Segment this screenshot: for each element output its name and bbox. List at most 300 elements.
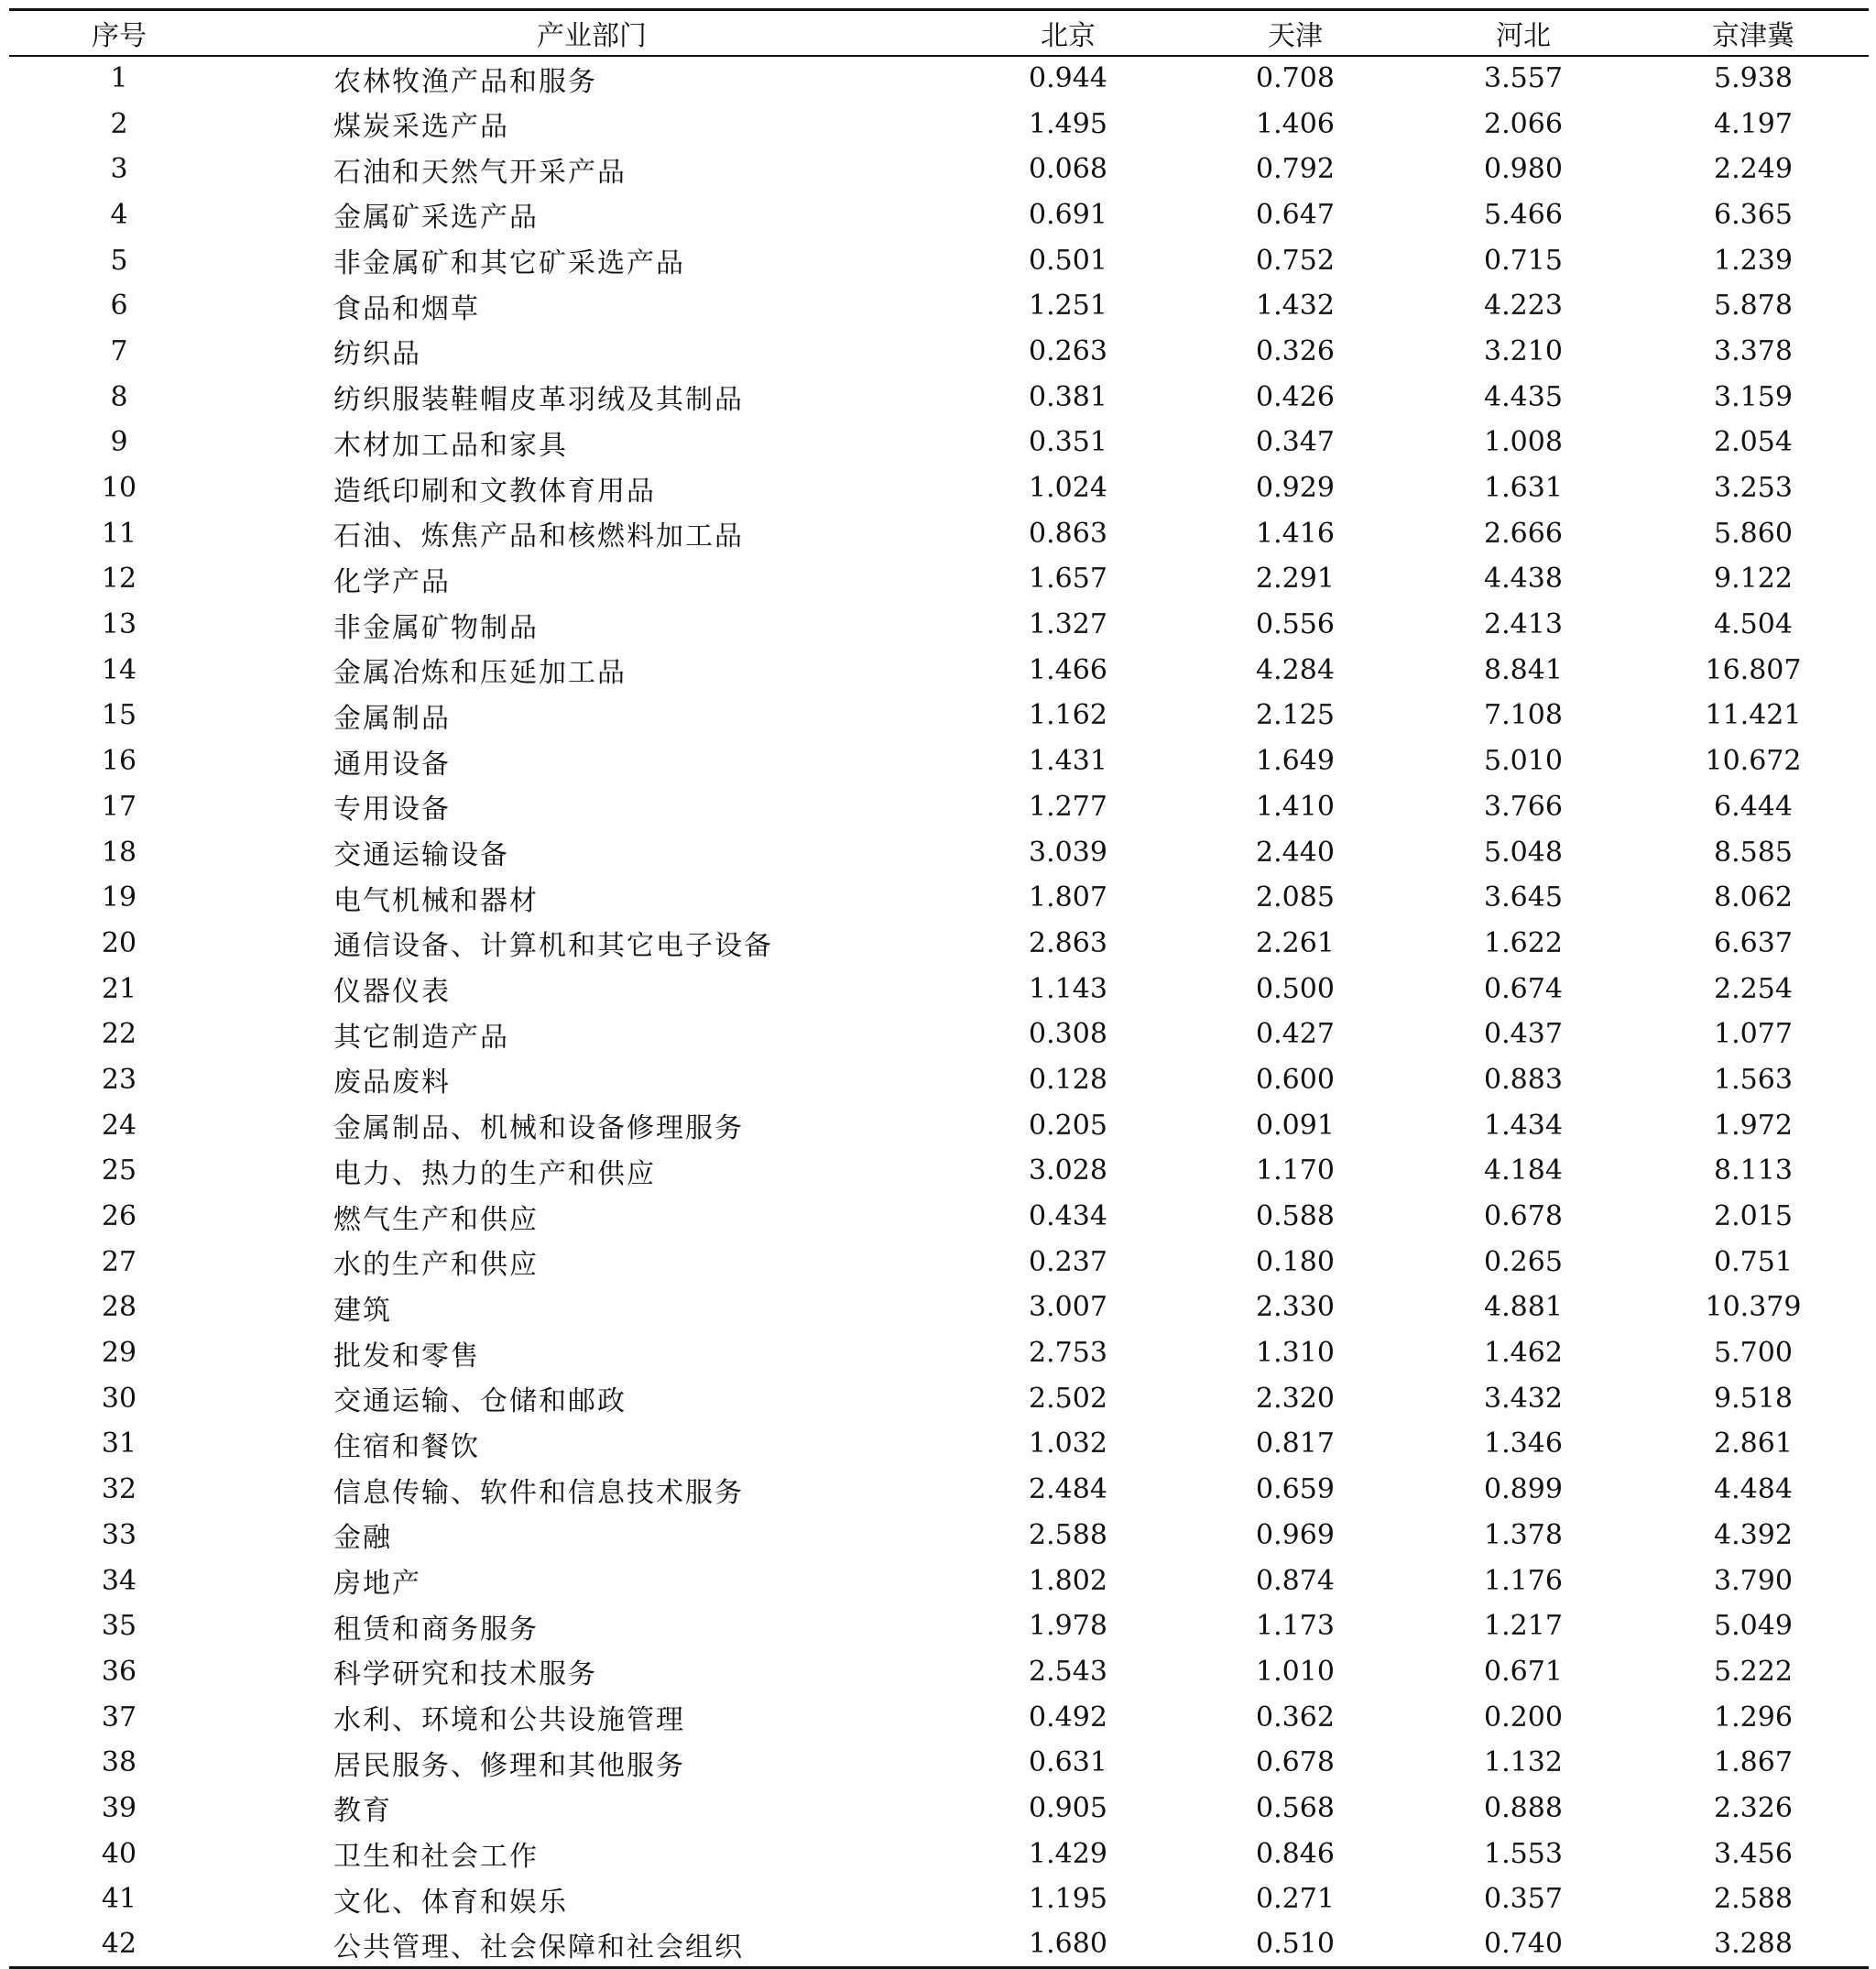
cell-sector: 纺织服装鞋帽皮革羽绒及其制品: [333, 384, 744, 417]
header-tianjin: 天津: [1182, 10, 1409, 56]
table-row: [9, 420, 1869, 465]
cell-jingjinji: 16.807: [1705, 653, 1802, 686]
cell-tianjin: 0.347: [1256, 426, 1335, 459]
table-row: [9, 829, 1869, 875]
cell-jingjinji: 1.239: [1714, 244, 1793, 277]
cell-jingjinji: 5.700: [1714, 1337, 1793, 1370]
cell-tianjin: 4.284: [1256, 653, 1335, 686]
cell-hebei: 0.357: [1484, 1883, 1563, 1916]
cell-jingjinji: 0.751: [1714, 1245, 1793, 1278]
table-row: [9, 1558, 1869, 1603]
cell-index: 18: [101, 836, 137, 869]
table-row: [9, 374, 1869, 420]
table-row: [9, 1421, 1869, 1467]
cell-tianjin: 0.500: [1256, 972, 1335, 1005]
cell-index: 22: [101, 1018, 137, 1051]
cell-hebei: 1.378: [1484, 1518, 1563, 1551]
cell-sector: 水利、环境和公共设施管理: [333, 1704, 685, 1737]
cell-tianjin: 0.752: [1256, 244, 1335, 277]
cell-sector: 科学研究和技术服务: [333, 1658, 597, 1691]
cell-jingjinji: 2.254: [1714, 972, 1793, 1005]
table-row: [9, 283, 1869, 329]
cell-sector: 水的生产和供应: [333, 1249, 539, 1282]
cell-jingjinji: 5.860: [1714, 517, 1793, 550]
cell-sector: 租赁和商务服务: [333, 1613, 539, 1646]
cell-index: 25: [101, 1154, 137, 1187]
cell-jingjinji: 2.326: [1714, 1791, 1793, 1824]
cell-index: 30: [101, 1382, 137, 1415]
cell-beijing: 2.543: [1029, 1655, 1107, 1688]
cell-jingjinji: 3.456: [1714, 1837, 1793, 1870]
table-row: [9, 1694, 1869, 1740]
cell-hebei: 5.010: [1484, 745, 1563, 778]
cell-tianjin: 0.708: [1256, 62, 1335, 95]
cell-sector: 居民服务、修理和其他服务: [333, 1749, 685, 1782]
cell-hebei: 0.715: [1484, 244, 1563, 277]
cell-hebei: 0.740: [1409, 1922, 1638, 1968]
header-hebei: 河北: [1409, 10, 1638, 56]
data-table: [9, 8, 1869, 1969]
cell-beijing: 1.162: [1029, 699, 1107, 732]
cell-jingjinji: 5.878: [1714, 290, 1793, 323]
cell-beijing: 0.308: [1029, 1018, 1107, 1051]
cell-beijing: 0.068: [1029, 153, 1107, 186]
cell-hebei: 3.432: [1484, 1382, 1563, 1415]
table-row: [9, 1922, 1869, 1968]
cell-sector: 建筑: [333, 1294, 392, 1327]
cell-jingjinji: 8.062: [1714, 881, 1793, 914]
table-row: [9, 101, 1869, 147]
cell-beijing: 2.502: [1029, 1382, 1107, 1415]
cell-beijing: 1.429: [1029, 1837, 1107, 1870]
cell-jingjinji: 5.222: [1714, 1655, 1793, 1688]
table-row: [9, 56, 1869, 102]
cell-beijing: 1.680: [954, 1922, 1182, 1968]
cell-beijing: 0.863: [1029, 517, 1107, 550]
cell-hebei: 1.132: [1484, 1746, 1563, 1779]
cell-jingjinji: 5.938: [1714, 62, 1793, 95]
cell-beijing: 1.032: [1029, 1428, 1107, 1460]
cell-beijing: 1.657: [1029, 563, 1107, 596]
cell-index: 15: [101, 699, 137, 732]
cell-sector: 废品废料: [333, 1067, 451, 1099]
cell-sector: 批发和零售: [333, 1340, 480, 1373]
cell-tianjin: 0.091: [1256, 1109, 1335, 1142]
cell-sector: 教育: [333, 1795, 392, 1828]
cell-jingjinji: 5.049: [1714, 1610, 1793, 1643]
table-row: [9, 1876, 1869, 1922]
cell-hebei: 1.622: [1484, 926, 1563, 959]
cell-index: 38: [101, 1746, 137, 1779]
cell-tianjin: 0.792: [1256, 153, 1335, 186]
cell-beijing: 0.381: [1029, 380, 1107, 413]
cell-tianjin: 0.874: [1256, 1564, 1335, 1597]
cell-tianjin: 0.659: [1256, 1473, 1335, 1506]
cell-hebei: 4.223: [1484, 290, 1563, 323]
cell-tianjin: 1.649: [1256, 745, 1335, 778]
table-body: [9, 56, 1869, 1968]
table-row: [9, 1603, 1869, 1649]
cell-hebei: 1.553: [1484, 1837, 1563, 1870]
cell-hebei: 3.210: [1484, 334, 1563, 367]
cell-beijing: 1.277: [1029, 790, 1107, 823]
cell-sector: 信息传输、软件和信息技术服务: [333, 1476, 744, 1509]
cell-index: 21: [101, 972, 137, 1005]
cell-tianjin: 0.180: [1256, 1245, 1335, 1278]
cell-tianjin: 1.410: [1256, 790, 1335, 823]
cell-hebei: 4.881: [1484, 1291, 1563, 1324]
cell-tianjin: 1.406: [1256, 107, 1335, 140]
table-row: [9, 1285, 1869, 1330]
cell-tianjin: 0.556: [1256, 608, 1335, 641]
cell-beijing: 3.007: [1029, 1291, 1107, 1324]
cell-sector: 仪器仪表: [333, 976, 451, 1009]
cell-jingjinji: 3.253: [1714, 472, 1793, 505]
cell-jingjinji: 4.504: [1714, 608, 1793, 641]
cell-sector: 交通运输设备: [333, 839, 509, 872]
cell-index: 12: [101, 563, 137, 596]
cell-beijing: 1.327: [1029, 608, 1107, 641]
cell-hebei: 0.437: [1484, 1018, 1563, 1051]
cell-sector: 电力、热力的生产和供应: [333, 1157, 656, 1190]
cell-index: 34: [101, 1564, 137, 1597]
cell-hebei: 3.557: [1484, 62, 1563, 95]
header-row: [9, 10, 1869, 56]
table-row: [9, 1786, 1869, 1832]
cell-jingjinji: 1.867: [1714, 1746, 1793, 1779]
cell-beijing: 0.492: [1029, 1701, 1107, 1734]
cell-beijing: 2.484: [1029, 1473, 1107, 1506]
table-row: [9, 1831, 1869, 1876]
cell-hebei: 7.108: [1484, 699, 1563, 732]
cell-jingjinji: 2.015: [1714, 1200, 1793, 1233]
cell-index: 10: [101, 472, 137, 505]
cell-index: 27: [101, 1245, 137, 1278]
table-row: [9, 647, 1869, 693]
cell-index: 33: [101, 1518, 137, 1551]
cell-tianjin: 0.678: [1256, 1746, 1335, 1779]
cell-sector: 燃气生产和供应: [333, 1203, 539, 1236]
table-row: [9, 738, 1869, 784]
cell-index: 11: [101, 517, 137, 550]
cell-tianjin: 0.271: [1256, 1883, 1335, 1916]
cell-index: 31: [101, 1428, 137, 1460]
table-row: [9, 1740, 1869, 1786]
cell-beijing: 3.028: [1029, 1154, 1107, 1187]
cell-jingjinji: 2.588: [1714, 1883, 1793, 1916]
table-row: [9, 556, 1869, 602]
cell-tianjin: 2.085: [1256, 881, 1335, 914]
cell-sector: 通信设备、计算机和其它电子设备: [333, 930, 773, 963]
cell-sector: 化学产品: [333, 565, 451, 598]
table-row: [9, 1194, 1869, 1240]
cell-tianjin: 0.846: [1256, 1837, 1335, 1870]
cell-index: 20: [101, 926, 137, 959]
cell-sector: 房地产: [333, 1568, 421, 1601]
cell-jingjinji: 6.365: [1714, 198, 1793, 231]
cell-tianjin: 0.600: [1256, 1063, 1335, 1096]
cell-tianjin: 2.125: [1256, 699, 1335, 732]
table-row: [9, 693, 1869, 738]
cell-hebei: 5.466: [1484, 198, 1563, 231]
cell-tianjin: 2.320: [1256, 1382, 1335, 1415]
cell-tianjin: 0.362: [1256, 1701, 1335, 1734]
table-row: [9, 329, 1869, 375]
cell-sector: 石油和天然气开采产品: [333, 156, 627, 189]
cell-jingjinji: 1.972: [1714, 1109, 1793, 1142]
cell-sector: 卫生和社会工作: [333, 1841, 539, 1874]
cell-sector: 石油、炼焦产品和核燃料加工品: [333, 520, 744, 553]
cell-hebei: 0.674: [1484, 972, 1563, 1005]
cell-sector: 文化、体育和娱乐: [333, 1886, 568, 1919]
cell-beijing: 0.905: [1029, 1791, 1107, 1824]
cell-hebei: 5.048: [1484, 836, 1563, 869]
cell-index: 16: [101, 745, 137, 778]
cell-hebei: 0.671: [1484, 1655, 1563, 1688]
cell-beijing: 1.431: [1029, 745, 1107, 778]
cell-tianjin: 0.510: [1182, 1922, 1409, 1968]
table-row: [9, 784, 1869, 830]
cell-index: 40: [101, 1837, 137, 1870]
cell-index: 7: [110, 334, 128, 367]
cell-jingjinji: 2.054: [1714, 426, 1793, 459]
cell-index: 4: [110, 198, 128, 231]
cell-jingjinji: 10.379: [1705, 1291, 1802, 1324]
cell-sector: 公共管理、社会保障和社会组织: [229, 1922, 954, 1968]
cell-jingjinji: 6.444: [1714, 790, 1793, 823]
cell-hebei: 0.200: [1484, 1701, 1563, 1734]
cell-hebei: 1.434: [1484, 1109, 1563, 1142]
cell-tianjin: 0.647: [1256, 198, 1335, 231]
cell-jingjinji: 9.122: [1714, 563, 1793, 596]
cell-hebei: 8.841: [1484, 653, 1563, 686]
cell-beijing: 1.024: [1029, 472, 1107, 505]
cell-index: 3: [110, 153, 128, 186]
cell-jingjinji: 1.296: [1714, 1701, 1793, 1734]
cell-tianjin: 2.330: [1256, 1291, 1335, 1324]
cell-beijing: 1.978: [1029, 1610, 1107, 1643]
cell-tianjin: 0.969: [1256, 1518, 1335, 1551]
table-row: [9, 510, 1869, 556]
cell-sector: 金融: [333, 1522, 392, 1555]
cell-beijing: 2.588: [1029, 1518, 1107, 1551]
cell-index: 8: [110, 380, 128, 413]
cell-index: 5: [110, 244, 128, 277]
cell-index: 41: [101, 1883, 137, 1916]
cell-index: 36: [101, 1655, 137, 1688]
cell-hebei: 0.980: [1484, 153, 1563, 186]
cell-index: 19: [101, 881, 137, 914]
table-row: [9, 921, 1869, 967]
cell-sector: 金属冶炼和压延加工品: [333, 657, 627, 690]
cell-hebei: 1.346: [1484, 1428, 1563, 1460]
table-row: [9, 1467, 1869, 1513]
header-sector: 产业部门: [229, 10, 954, 56]
cell-jingjinji: 11.421: [1705, 699, 1802, 732]
cell-sector: 其它制造产品: [333, 1021, 509, 1054]
cell-sector: 金属制品: [333, 702, 451, 735]
cell-index: 13: [101, 608, 137, 641]
cell-sector: 煤炭采选产品: [333, 111, 509, 144]
cell-beijing: 1.807: [1029, 881, 1107, 914]
cell-jingjinji: 8.113: [1714, 1154, 1793, 1187]
cell-hebei: 3.766: [1484, 790, 1563, 823]
cell-sector: 木材加工品和家具: [333, 429, 568, 462]
cell-hebei: 4.438: [1484, 563, 1563, 596]
cell-jingjinji: 4.392: [1714, 1518, 1793, 1551]
cell-jingjinji: 2.861: [1714, 1428, 1793, 1460]
cell-beijing: 1.195: [1029, 1883, 1107, 1916]
header-beijing: 北京: [954, 10, 1182, 56]
table-row: [9, 1057, 1869, 1103]
cell-sector: 金属制品、机械和设备修理服务: [333, 1112, 744, 1145]
cell-hebei: 1.176: [1484, 1564, 1563, 1597]
cell-jingjinji: 2.249: [1714, 153, 1793, 186]
cell-sector: 非金属矿和其它矿采选产品: [333, 247, 685, 280]
cell-jingjinji: 4.484: [1714, 1473, 1793, 1506]
cell-index: 28: [101, 1291, 137, 1324]
cell-sector: 通用设备: [333, 748, 451, 781]
cell-hebei: 0.678: [1484, 1200, 1563, 1233]
cell-beijing: 0.691: [1029, 198, 1107, 231]
table-row: [9, 147, 1869, 192]
cell-beijing: 0.944: [1029, 62, 1107, 95]
cell-index: 2: [110, 107, 128, 140]
cell-index: 17: [101, 790, 137, 823]
table-row: [9, 1330, 1869, 1376]
cell-hebei: 4.184: [1484, 1154, 1563, 1187]
table-row: [9, 966, 1869, 1012]
cell-beijing: 0.631: [1029, 1746, 1107, 1779]
cell-tianjin: 0.426: [1256, 380, 1335, 413]
cell-hebei: 2.413: [1484, 608, 1563, 641]
cell-hebei: 4.435: [1484, 380, 1563, 413]
header-index: 序号: [9, 10, 229, 56]
cell-jingjinji: 3.288: [1638, 1922, 1869, 1968]
cell-hebei: 1.631: [1484, 472, 1563, 505]
cell-index: 1: [110, 62, 128, 95]
cell-sector: 造纸印刷和文教体育用品: [333, 475, 656, 508]
cell-tianjin: 0.427: [1256, 1018, 1335, 1051]
cell-sector: 金属矿采选产品: [333, 202, 539, 235]
cell-tianjin: 1.170: [1256, 1154, 1335, 1187]
table-header: [9, 10, 1869, 56]
cell-beijing: 2.753: [1029, 1337, 1107, 1370]
cell-jingjinji: 10.672: [1705, 745, 1802, 778]
cell-index: 9: [110, 426, 128, 459]
cell-sector: 农林牧渔产品和服务: [333, 65, 597, 98]
table-row: [9, 875, 1869, 921]
cell-beijing: 0.237: [1029, 1245, 1107, 1278]
cell-index: 6: [110, 290, 128, 323]
cell-beijing: 0.434: [1029, 1200, 1107, 1233]
cell-sector: 食品和烟草: [333, 292, 480, 325]
cell-beijing: 1.466: [1029, 653, 1107, 686]
cell-index: 32: [101, 1473, 137, 1506]
cell-beijing: 0.351: [1029, 426, 1107, 459]
cell-index: 29: [101, 1337, 137, 1370]
table-row: [9, 1148, 1869, 1194]
table-row: [9, 237, 1869, 283]
cell-tianjin: 1.416: [1256, 517, 1335, 550]
cell-sector: 非金属矿物制品: [333, 611, 539, 644]
cell-index: 37: [101, 1701, 137, 1734]
cell-index: 23: [101, 1063, 137, 1096]
cell-jingjinji: 4.197: [1714, 107, 1793, 140]
cell-tianjin: 1.173: [1256, 1610, 1335, 1643]
cell-beijing: 1.143: [1029, 972, 1107, 1005]
cell-tianjin: 1.310: [1256, 1337, 1335, 1370]
table-row: [9, 1375, 1869, 1421]
cell-jingjinji: 3.159: [1714, 380, 1793, 413]
cell-hebei: 0.888: [1484, 1791, 1563, 1824]
cell-tianjin: 0.326: [1256, 334, 1335, 367]
cell-jingjinji: 1.563: [1714, 1063, 1793, 1096]
cell-beijing: 0.128: [1029, 1063, 1107, 1096]
cell-jingjinji: 3.378: [1714, 334, 1793, 367]
cell-jingjinji: 3.790: [1714, 1564, 1793, 1597]
table-row: [9, 1513, 1869, 1559]
cell-beijing: 1.802: [1029, 1564, 1107, 1597]
cell-hebei: 0.265: [1484, 1245, 1563, 1278]
cell-jingjinji: 1.077: [1714, 1018, 1793, 1051]
cell-hebei: 2.066: [1484, 107, 1563, 140]
cell-hebei: 0.899: [1484, 1473, 1563, 1506]
cell-hebei: 0.883: [1484, 1063, 1563, 1096]
cell-beijing: 0.501: [1029, 244, 1107, 277]
cell-index: 39: [101, 1791, 137, 1824]
cell-tianjin: 2.440: [1256, 836, 1335, 869]
table-row: [9, 465, 1869, 511]
cell-beijing: 3.039: [1029, 836, 1107, 869]
cell-beijing: 1.495: [1029, 107, 1107, 140]
cell-tianjin: 0.817: [1256, 1428, 1335, 1460]
table-row: [9, 1102, 1869, 1148]
table-row: [9, 1239, 1869, 1285]
header-jingjinji: 京津冀: [1638, 10, 1869, 56]
cell-hebei: 3.645: [1484, 881, 1563, 914]
cell-hebei: 2.666: [1484, 517, 1563, 550]
table-row: [9, 1012, 1869, 1057]
cell-index: 26: [101, 1200, 137, 1233]
cell-tianjin: 1.010: [1256, 1655, 1335, 1688]
cell-index: 24: [101, 1109, 137, 1142]
cell-jingjinji: 6.637: [1714, 926, 1793, 959]
cell-sector: 住宿和餐饮: [333, 1430, 480, 1463]
cell-tianjin: 1.432: [1256, 290, 1335, 323]
cell-tianjin: 0.568: [1256, 1791, 1335, 1824]
cell-index: 14: [101, 653, 137, 686]
table-row: [9, 1649, 1869, 1695]
cell-jingjinji: 9.518: [1714, 1382, 1793, 1415]
cell-beijing: 2.863: [1029, 926, 1107, 959]
cell-index: 35: [101, 1610, 137, 1643]
cell-tianjin: 0.929: [1256, 472, 1335, 505]
cell-tianjin: 2.291: [1256, 563, 1335, 596]
cell-sector: 电气机械和器材: [333, 884, 539, 917]
cell-sector: 纺织品: [333, 338, 421, 371]
cell-beijing: 0.263: [1029, 334, 1107, 367]
cell-beijing: 1.251: [1029, 290, 1107, 323]
table-row: [9, 192, 1869, 238]
cell-jingjinji: 8.585: [1714, 836, 1793, 869]
cell-tianjin: 2.261: [1256, 926, 1335, 959]
cell-index: 42: [9, 1922, 229, 1968]
table-row: [9, 602, 1869, 648]
cell-tianjin: 0.588: [1256, 1200, 1335, 1233]
cell-beijing: 0.205: [1029, 1109, 1107, 1142]
cell-hebei: 1.217: [1484, 1610, 1563, 1643]
